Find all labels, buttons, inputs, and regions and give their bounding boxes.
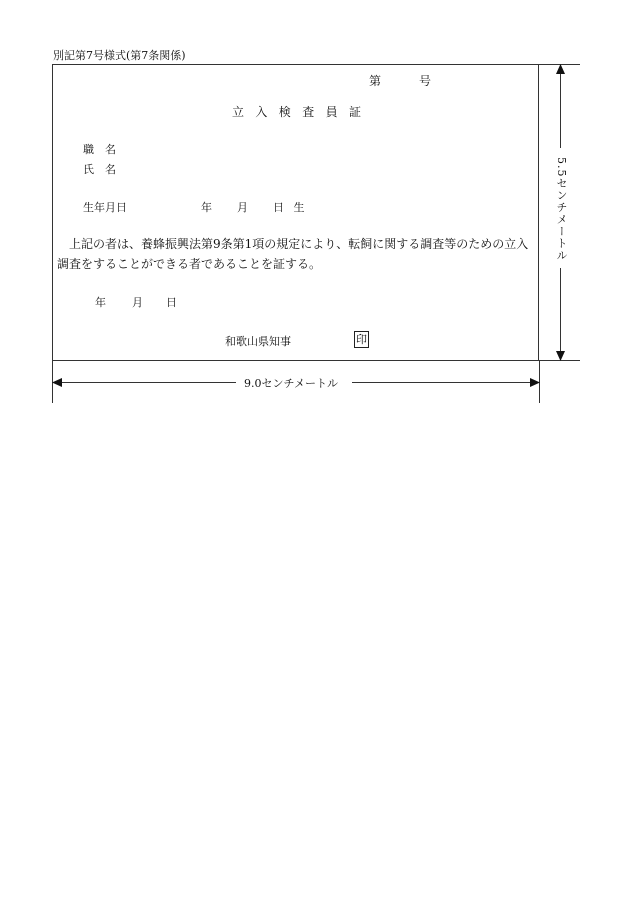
arrow-right-icon [529, 377, 540, 388]
arrow-up-icon [555, 64, 566, 75]
date-month: 月 [132, 296, 143, 309]
width-dim-line-left [60, 382, 236, 383]
form-label: 別記第7号様式(第7条関係) [53, 49, 186, 62]
width-dimension-label: 9.0センチメートル [244, 377, 339, 390]
certification-text: 上記の者は、養蜂振興法第9条第1項の規定により、転飼に関する調査等のための立入調査をすることができる者であることを証する。 [57, 237, 529, 271]
number-suffix: 号 [419, 74, 432, 88]
height-dimension-label: 5.5センチメートル [555, 157, 568, 262]
arrow-left-icon [52, 377, 63, 388]
width-dim-line-right [352, 382, 531, 383]
birth-month: 月 [237, 201, 248, 214]
arrow-down-icon [555, 350, 566, 361]
seal-mark: 印 [356, 333, 367, 346]
name-label: 氏 名 [83, 163, 116, 176]
card-title: 立入検査員証 [232, 105, 373, 119]
birth-year: 年 [201, 201, 212, 214]
birth-day-suffix: 日 生 [273, 201, 305, 214]
inspector-id-card [52, 64, 539, 361]
date-year: 年 [95, 296, 106, 309]
position-label: 職 名 [83, 143, 116, 156]
date-day: 日 [166, 296, 177, 309]
height-dim-line-bottom [560, 268, 561, 352]
birth-label: 生年月日 [83, 201, 127, 214]
number-prefix: 第 [369, 74, 382, 88]
issuer-title: 和歌山県知事 [225, 335, 291, 348]
height-dim-line-top [560, 72, 561, 148]
